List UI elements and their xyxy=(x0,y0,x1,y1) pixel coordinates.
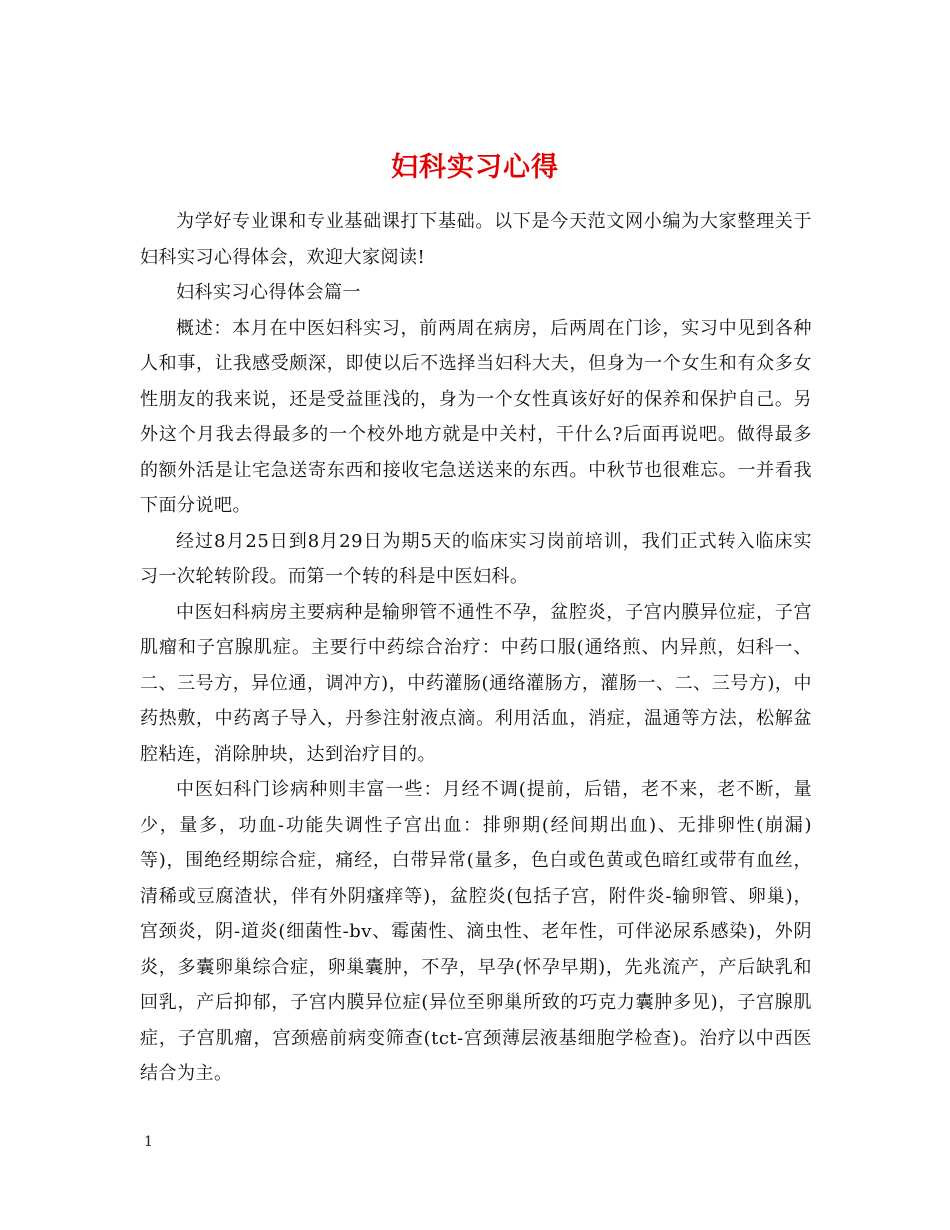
document-title: 妇科实习心得 xyxy=(391,152,559,184)
page-number: 1 xyxy=(144,1134,153,1150)
clinic-paragraph: 中医妇科门诊病种则丰富一些：月经不调(提前，后错，老不来，老不断，量少，量多，功血-功能失调性子宫出血：排卵期(经间期出血)、无排卵性(崩漏)等)，围绝经期综合症，痛经，白带异常(量多，色白或色黄或色暗红或带有血丝，清稀或豆腐渣状，伴有外阴瘙痒等)，盆腔炎(包括子宫，附件炎-输卵管、卵巢)，宫颈炎，阴-道炎(细菌性-bv、霉菌性、滴虫性、老年性，可伴泌尿系感染)，外阴炎，多囊卵巢综合症，卵巢囊肿，不孕，早孕(怀孕早期)，先兆流产，产后缺乳和回乳，产后抑郁，子宫内膜异位症(异位至卵巢所致的巧克力囊肿多见)，子宫腺肌症，子宫肌瘤，宫颈癌前病变筛查(tct-宫颈薄层液基细胞学检查)。治疗以中西医结合为主。 xyxy=(140,779,812,1084)
document-body xyxy=(140,204,812,1092)
ward-paragraph: 中医妇科病房主要病种是输卵管不通性不孕，盆腔炎，子宫内膜异位症，子宫肌瘤和子宫腺肌症。主要行中药综合治疗：中药口服(通络煎、内异煎，妇科一、二、三号方，异位通，调冲方)，中药灌肠(通络灌肠方，灌肠一、二、三号方)，中药热敷，中药离子导入，丹参注射液点滴。利用活血，消症，温通等方法，松解盆腔粘连，消除肿块，达到治疗目的。 xyxy=(140,601,812,765)
section-heading: 妇科实习心得体会篇一 xyxy=(176,282,361,303)
intro-paragraph: 为学好专业课和专业基础课打下基础。以下是今天范文网小编为大家整理关于妇科实习心得体会，欢迎大家阅读! xyxy=(140,211,812,268)
training-paragraph: 经过8月25日到8月29日为期5天的临床实习岗前培训，我们正式转入临床实习一次轮转阶段。而第一个转的科是中医妇科。 xyxy=(140,530,812,587)
overview-paragraph: 概述：本月在中医妇科实习，前两周在病房，后两周在门诊，实习中见到各种人和事，让我感受颇深，即使以后不选择当妇科大夫，但身为一个女生和有众多女性朋友的我来说，还是受益匪浅的，身为一个女性真该好好的保养和保护自己。另外这个月我去得最多的一个校外地方就是中关村，干什么?后面再说吧。做得最多的额外活是让宅急送寄东西和接收宅急送送来的东西。中秋节也很难忘。一并看我下面分说吧。 xyxy=(140,317,812,516)
